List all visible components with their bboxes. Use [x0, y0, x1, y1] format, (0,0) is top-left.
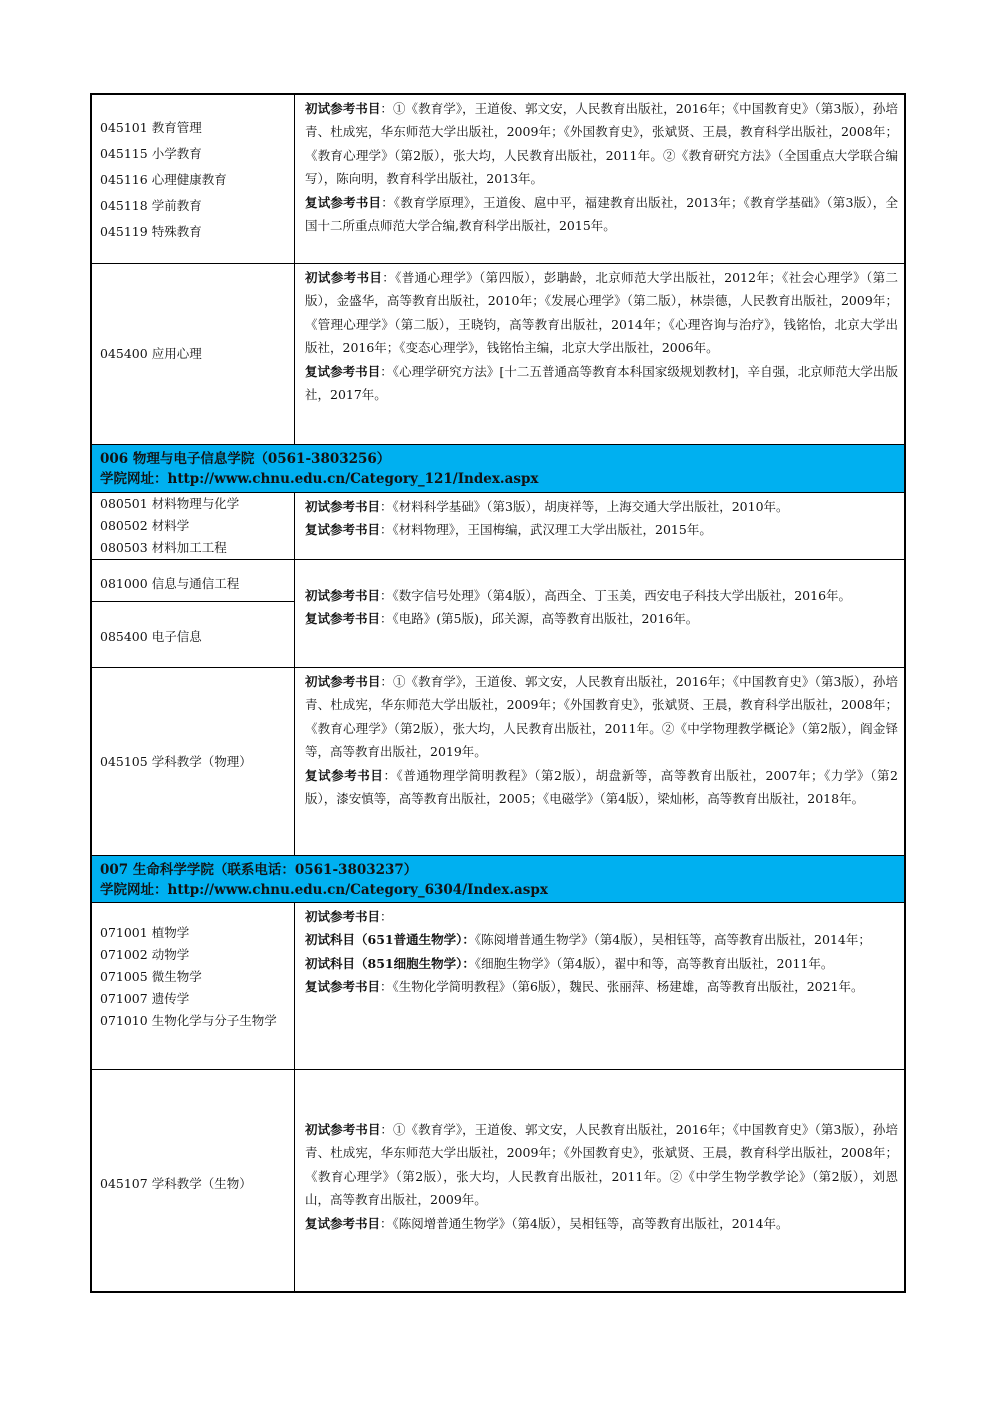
first-exam-label: 初试参考书目 — [305, 270, 383, 285]
first-exam-colon: ： — [380, 909, 393, 924]
college-title: 006 物理与电子信息学院（0561-3803256） — [100, 451, 391, 467]
first-exam-label: 初试参考书目 — [305, 101, 381, 116]
books-cell — [295, 668, 904, 855]
second-exam-label: 复试参考书目 — [305, 979, 381, 995]
subject-851-books — [305, 952, 898, 975]
college-website: 学院网址：http://www.chnu.edu.cn/Category_121/Index.aspx — [100, 471, 539, 487]
books-cell — [295, 1070, 904, 1291]
table-row — [92, 493, 904, 559]
second-exam-books — [305, 607, 898, 630]
program-code: 071010 生物化学与分子生物学 — [100, 1013, 277, 1028]
first-exam-text: ：《数字信号处理》（第4版），高西全、丁玉美，西安电子科技大学出版社，2016年。 — [380, 588, 852, 603]
books-cell — [295, 493, 904, 559]
table-row — [92, 559, 904, 667]
program-code: 080503 材料加工工程 — [100, 540, 227, 555]
table-row — [92, 263, 904, 444]
first-exam-books — [305, 905, 898, 928]
table-row — [92, 667, 904, 855]
first-exam-books — [305, 97, 898, 191]
program-code: 045101 教育管理 — [100, 120, 202, 135]
subject-651-books — [305, 928, 898, 951]
program-cell — [92, 560, 295, 667]
program-cell — [92, 264, 295, 444]
second-exam-books — [305, 1212, 898, 1235]
program-code: 085400 电子信息 — [100, 629, 202, 644]
program-code: 080501 材料物理与化学 — [100, 496, 240, 511]
second-exam-label: 复试参考书目 — [305, 194, 382, 210]
subject-651-text: 《陈阅增普通生物学》（第4版），吴相钰等，高等教育出版社，2014年； — [474, 932, 871, 948]
program-code: 081000 信息与通信工程 — [100, 576, 240, 591]
program-code: 045107 学科教学（生物） — [100, 1176, 252, 1191]
reference-book-table — [90, 93, 906, 1293]
second-exam-label: 复试参考书目 — [305, 363, 381, 379]
second-exam-books — [305, 975, 898, 998]
program-code: 071007 遗传学 — [100, 991, 190, 1006]
program-code: 045118 学前教育 — [100, 198, 202, 213]
table-row — [92, 903, 904, 1069]
program-cell — [92, 95, 295, 263]
second-exam-books — [305, 764, 898, 811]
subject-851-text: 《细胞生物学》（第4版），翟中和等，高等教育出版社，2011年。 — [474, 955, 834, 971]
second-exam-label: 复试参考书目 — [305, 1215, 381, 1231]
first-exam-text: ：①《教育学》，王道俊、郭文安，人民教育出版社，2016年；《中国教育史》（第3版），孙培青、杜成宪，华东师范大学出版社，2009年；《外国教育史》，张斌贤、王晨，教育科学出版社，2008年；《教育心理学》（第2版），张大均，人民教育出版社，2011年。②《教育研究方法》（全国重点大学联合编写），陈向明，教育科学出版社，2013年。 — [305, 101, 898, 187]
second-exam-label: 复试参考书目 — [305, 611, 381, 627]
cell-divider — [92, 601, 294, 602]
second-exam-books — [305, 191, 898, 238]
program-code-list — [100, 922, 290, 1032]
program-code: 045116 心理健康教育 — [100, 172, 227, 187]
subject-851-label: 初试科目（851细胞生物学）： — [305, 955, 475, 971]
program-code: 071002 动物学 — [100, 947, 190, 962]
program-code: 071001 植物学 — [100, 925, 190, 940]
first-exam-text: ：《普通心理学》（第四版），彭聃龄，北京师范大学出版社，2012年；《社会心理学》（第二版），金盛华，高等教育出版社，2010年；《发展心理学》（第二版），林崇德，人民教育出版社，2009年；《管理心理学》（第二版），王晓钧，高等教育出版社，2014年；《心理咨询与治疗》，钱铭怡，北京大学出版社，2016年；《变态心理学》，钱铭怡主编，北京大学出版社，2006年。 — [305, 270, 898, 356]
books-cell — [295, 95, 904, 263]
second-exam-books — [305, 360, 898, 407]
second-exam-text: ：《教育学原理》，王道俊、扈中平，福建教育出版社，2013年；《教育学基础》（第3版），全国十二所重点师范大学合编,教育科学出版社，2015年。 — [305, 194, 898, 234]
first-exam-label: 初试参考书目 — [305, 499, 381, 514]
first-exam-books — [305, 1118, 898, 1212]
program-code-list — [100, 115, 227, 245]
first-exam-text: ：①《教育学》，王道俊、郭文安，人民教育出版社，2016年；《中国教育史》（第3版），孙培青、杜成宪，华东师范大学出版社，2009年；《外国教育史》，张斌贤、王晨，教育科学出版社，2008年；《教育心理学》（第2版），张大均，人民教育出版社，2011年。②《中学生物学教学论》（第2版），刘恩山，高等教育出版社，2009年。 — [305, 1122, 898, 1208]
program-code: 045105 学科教学（物理） — [100, 754, 252, 769]
second-exam-text: ：《电路》(第5版)，邱关源，高等教育出版社，2016年。 — [380, 611, 699, 627]
program-code: 071005 微生物学 — [100, 969, 202, 984]
table-row — [92, 95, 904, 263]
program-code: 080502 材料学 — [100, 518, 190, 533]
program-code: 045119 特殊教育 — [100, 224, 202, 239]
first-exam-books — [305, 495, 898, 518]
second-exam-text: ：《材料物理》，王国梅编，武汉理工大学出版社，2015年。 — [380, 522, 712, 538]
first-exam-books — [305, 266, 898, 360]
program-code: 045115 小学教育 — [100, 146, 202, 161]
second-exam-label: 复试参考书目 — [305, 522, 381, 538]
books-cell — [295, 903, 904, 1069]
program-cell — [92, 1070, 295, 1291]
first-exam-label: 初试参考书目 — [305, 909, 381, 924]
first-exam-text: ：《材料科学基础》（第3版），胡庚祥等，上海交通大学出版社，2010年。 — [380, 499, 789, 514]
program-cell — [92, 493, 295, 559]
program-code-list — [100, 493, 239, 559]
college-title: 007 生命科学学院（联系电话：0561-3803237） — [100, 862, 418, 878]
college-header — [92, 855, 904, 903]
first-exam-label: 初试参考书目 — [305, 674, 381, 689]
first-exam-label: 初试参考书目 — [305, 588, 381, 603]
second-exam-text: ：《心理学研究方法》[十二五普通高等教育本科国家级规划教材]，辛自强，北京师范大学出版社，2017年。 — [305, 363, 898, 403]
second-exam-text: ：《普通物理学简明教程》（第2版），胡盘新等，高等教育出版社，2007年；《力学》（第2版），漆安慎等，高等教育出版社，2005；《电磁学》（第4版），梁灿彬，高等教育出版社，2018年。 — [305, 767, 898, 807]
table-row — [92, 1069, 904, 1291]
second-exam-text: ：《生物化学简明教程》（第6版），魏民、张丽萍、杨建雄，高等教育出版社，2021年。 — [380, 979, 864, 995]
books-cell — [295, 264, 904, 444]
second-exam-text: ：《陈阅增普通生物学》（第4版），吴相钰等，高等教育出版社，2014年。 — [380, 1215, 789, 1231]
second-exam-label: 复试参考书目 — [305, 767, 384, 783]
first-exam-text: ：①《教育学》，王道俊、郭文安，人民教育出版社，2016年；《中国教育史》（第3版），孙培青、杜成宪，华东师范大学出版社，2009年；《外国教育史》，张斌贤、王晨，教育科学出版社，2008年；《教育心理学》（第2版），张大均，人民教育出版社，2011年。②《中学物理教学概论》（第2版），阎金铎等，高等教育出版社，2019年。 — [305, 674, 898, 760]
college-website: 学院网址：http://www.chnu.edu.cn/Category_6304/Index.aspx — [100, 882, 548, 898]
books-cell — [295, 560, 904, 667]
first-exam-label: 初试参考书目 — [305, 1122, 381, 1137]
first-exam-books — [305, 584, 898, 607]
program-cell — [92, 903, 295, 1069]
program-code: 045400 应用心理 — [100, 346, 202, 361]
first-exam-books — [305, 670, 898, 764]
second-exam-books — [305, 518, 898, 541]
subject-651-label: 初试科目（651普通生物学）： — [305, 932, 475, 948]
college-header — [92, 444, 904, 493]
program-cell — [92, 668, 295, 855]
